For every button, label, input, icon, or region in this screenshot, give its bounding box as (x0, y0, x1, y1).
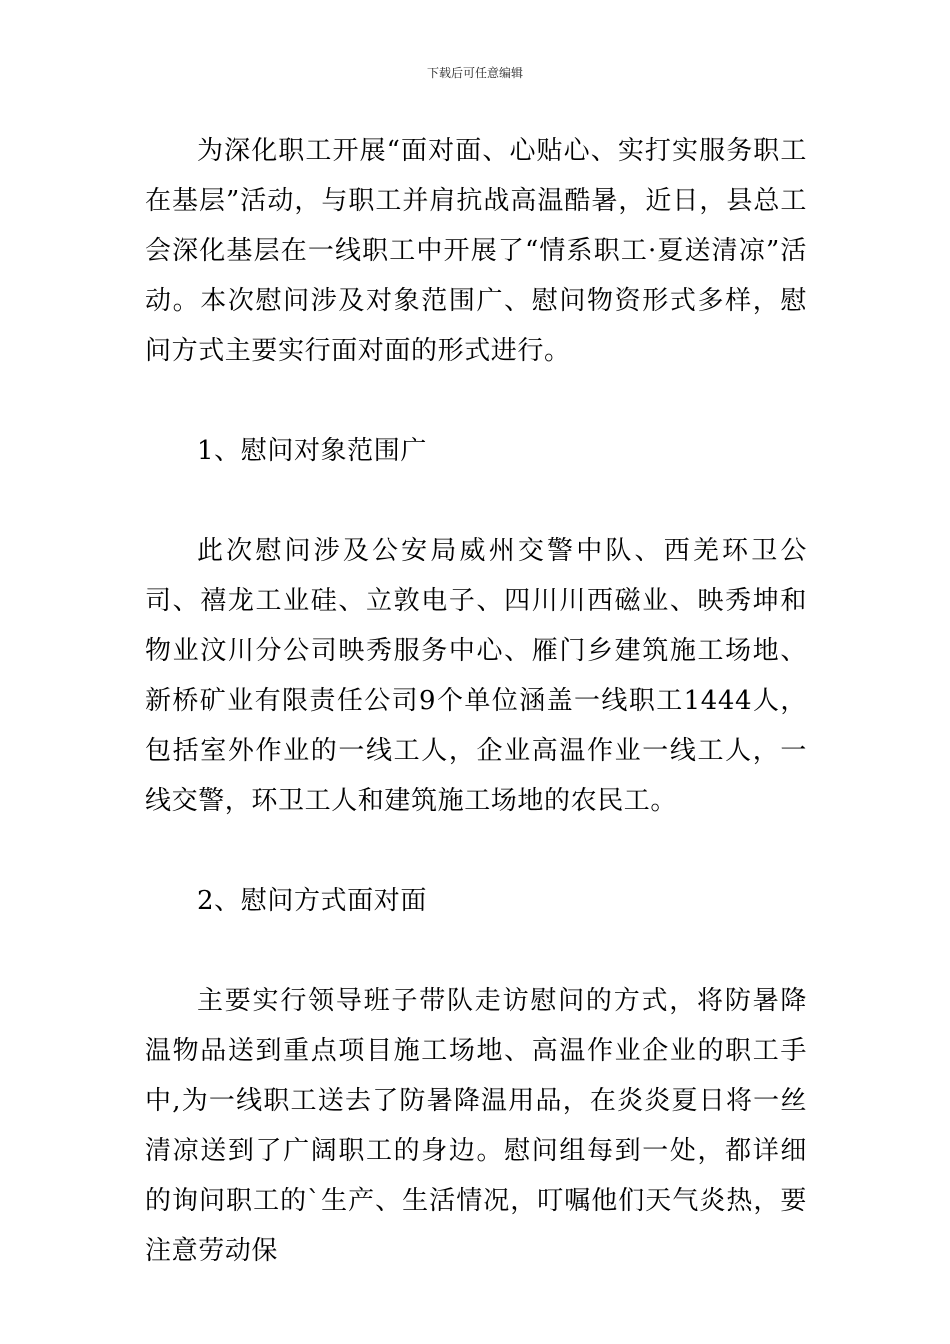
intro-paragraph: 为深化职工开展“面对面、心贴心、实打实服务职工在基层”活动，与职工并肩抗战高温酷暑，近日，县总工会深化基层在一线职工中开展了“情系职工·夏送清凉”活动。本次慰问涉及对象范围广、慰问物资形式多样，慰问方式主要实行面对面的形式进行。 (145, 136, 807, 366)
section-1-paragraph: 此次慰问涉及公安局威州交警中队、西羌环卫公司、禧龙工业硅、立敦电子、四川川西磁业、映秀坤和物业汶川分公司映秀服务中心、雁门乡建筑施工场地、新桥矿业有限责任公司9个单位涵盖一线职工1444人，包括室外作业的一线工人，企业高温作业一线工人，一线交警，环卫工人和建筑施工场地的农民工。 (145, 536, 807, 816)
header-note: 下载后可任意编辑 (426, 66, 523, 80)
section-2-paragraph: 主要实行领导班子带队走访慰问的方式，将防暑降温物品送到重点项目施工场地、高温作业企业的职工手中,为一线职工送去了防暑降温用品，在炎炎夏日将一丝清凉送到了广阔职工的身边。慰问组每到一处，都详细的询问职工的`生产、生活情况，叮嘱他们天气炎热，要注意劳动保 (145, 986, 807, 1266)
paragraph-gap (145, 476, 807, 526)
section-heading-1: 1、慰问对象范围广 (197, 436, 427, 466)
paragraph-gap (145, 826, 807, 876)
section-heading-2: 2、慰问方式面对面 (197, 886, 427, 916)
paragraph-gap (145, 376, 807, 426)
document-body (145, 126, 807, 1276)
paragraph-gap (145, 926, 807, 976)
